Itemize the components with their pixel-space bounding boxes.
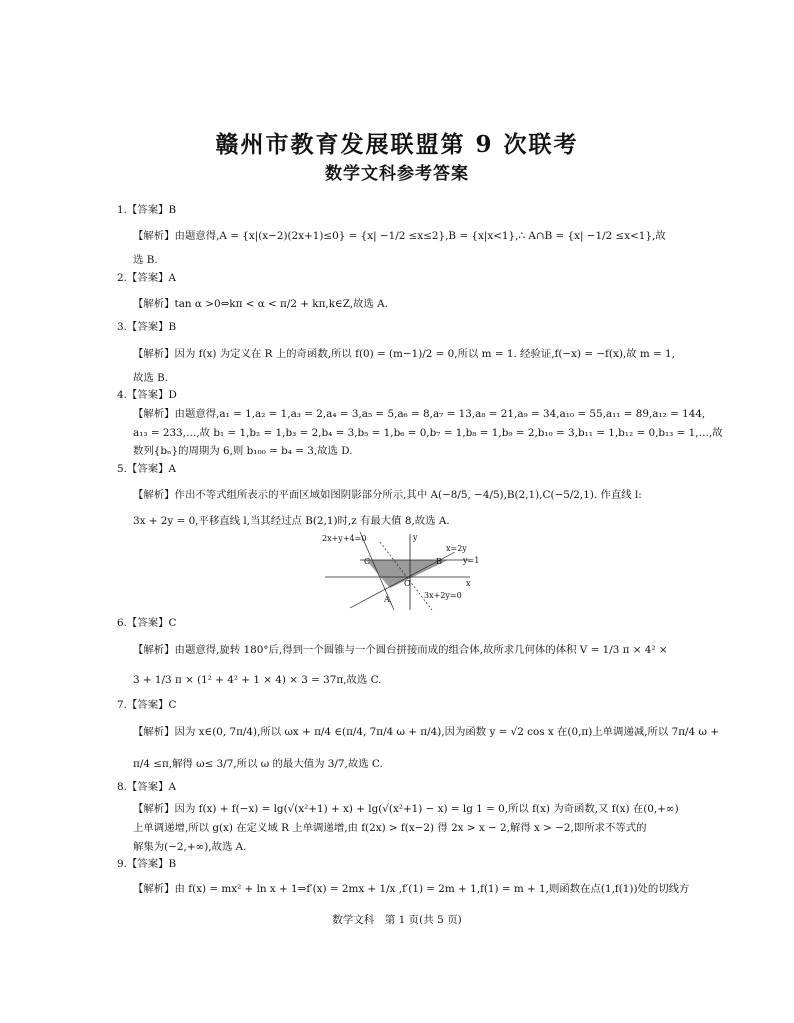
solution-3-line-2: 故选 B. xyxy=(133,372,169,384)
solution-8-line-3: 解集为(−2,+∞),故选 A. xyxy=(133,841,247,853)
label-y-axis: y xyxy=(413,533,418,542)
solution-1-line-2: 选 B. xyxy=(133,254,158,266)
answer-3: 3.【答案】B xyxy=(117,321,177,333)
solution-4-line-1: 【解析】由题意得,a₁ = 1,a₂ = 1,a₃ = 2,a₄ = 3,a₅ = 5,a₆ = 8,a₇ = 13,a₈ = 21,a₉ = 34,a₁₀ = 55,a₁₁ = 89,a₁₂ = 144, xyxy=(133,408,706,420)
label-point-A: A xyxy=(384,595,390,604)
solution-7-line-1: 【解析】因为 x∈(0, 7π/4),所以 ωx + π/4 ∈(π/4, 7π/4 ω + π/4),因为函数 y = √2 cos x 在(0,π)上单调递减,所以 7π/4 ω + xyxy=(133,726,719,738)
label-line-2: x=2y xyxy=(446,544,467,553)
solution-8-line-2: 上单调递增,所以 g(x) 在定义域 R 上单调递增,由 f(2x) > f(x−2) 得 2x > x − 2,解得 x > −2,即所求不等式的 xyxy=(133,822,647,834)
answer-8: 8.【答案】A xyxy=(117,781,176,793)
answer-7: 7.【答案】C xyxy=(117,699,177,711)
solution-5-line-2: 3x + 2y = 0,平移直线 l,当其经过点 B(2,1)时,z 有最大值 8,故选 A. xyxy=(133,515,450,527)
label-point-C: C xyxy=(364,557,371,566)
answer-9: 9.【答案】B xyxy=(117,858,177,870)
solution-3-line-1: 【解析】因为 f(x) 为定义在 R 上的奇函数,所以 f(0) = (m−1)/2 = 0,所以 m = 1. 经验证,f(−x) = −f(x),故 m = 1, xyxy=(133,348,675,360)
solution-4-line-2: a₁₃ = 233,…,故 b₁ = 1,b₂ = 1,b₃ = 2,b₄ = 3,b₅ = 1,b₆ = 0,b₇ = 1,b₈ = 1,b₉ = 2,b₁₀ = 3,b₁₁ = 1,b₁₂ = 0,b₁₃ = 1,…,故 xyxy=(133,427,723,439)
solution-6-line-1: 【解析】由题意得,旋转 180°后,得到一个圆锥与一个圆台拼接而成的组合体,故所求几何体的体积 V = 1/3 π × 4² × xyxy=(133,644,668,656)
answer-4: 4.【答案】D xyxy=(117,389,177,401)
label-line-4: 3x+2y=0 xyxy=(424,591,462,600)
solution-1-line-1: 【解析】由题意得,A = {x|(x−2)(2x+1)≤0} = {x| −1/2 ≤x≤2},B = {x|x<1},∴ A∩B = {x| −1/2 ≤x<1},故 xyxy=(133,230,666,242)
feasible-region-diagram xyxy=(320,530,480,612)
label-point-B: B xyxy=(436,557,442,566)
solution-8-line-1: 【解析】因为 f(x) + f(−x) = lg(√(x²+1) + x) + lg(√(x²+1) − x) = lg 1 = 0,所以 f(x) 为奇函数,又 f(x) 在(0,+∞) xyxy=(133,803,679,815)
solution-6-line-2: 3 + 1/3 π × (1² + 4² + 1 × 4) × 3 = 37π,故选 C. xyxy=(133,674,382,686)
answer-5: 5.【答案】A xyxy=(117,463,176,475)
solution-4-line-3: 数列{bₙ}的周期为 6,则 b₁₀₀ = b₄ = 3,故选 D. xyxy=(133,445,353,457)
page-subtitle: 数学文科参考答案 xyxy=(325,164,469,184)
answer-1: 1.【答案】B xyxy=(117,204,177,216)
page-title: 赣州市教育发展联盟第 9 次联考 xyxy=(215,131,579,158)
label-origin: O xyxy=(404,579,411,588)
page-footer: 数学文科 第 1 页(共 5 页) xyxy=(332,914,462,926)
solution-2-line-1: 【解析】tan α >0⇔kπ < α < π/2 + kπ,k∈Z,故选 A. xyxy=(133,298,388,310)
label-line-3: y=1 xyxy=(463,556,480,565)
solution-5-line-1: 【解析】作出不等式组所表示的平面区域如图阴影部分所示,其中 A(−8/5, −4/5),B(2,1),C(−5/2,1). 作直线 l: xyxy=(133,489,642,501)
label-x-axis: x xyxy=(466,579,471,588)
solution-9-line-1: 【解析】由 f(x) = mx² + ln x + 1⇒f′(x) = 2mx + 1/x ,f′(1) = 2m + 1,f(1) = m + 1,则函数在点(1,f(1))处的切线方 xyxy=(133,883,690,895)
solution-7-line-2: π/4 ≤π,解得 ω≤ 3/7,所以 ω 的最大值为 3/7,故选 C. xyxy=(133,758,383,770)
label-line-1: 2x+y+4=0 xyxy=(322,534,367,543)
answer-2: 2.【答案】A xyxy=(117,272,176,284)
answer-6: 6.【答案】C xyxy=(117,617,177,629)
